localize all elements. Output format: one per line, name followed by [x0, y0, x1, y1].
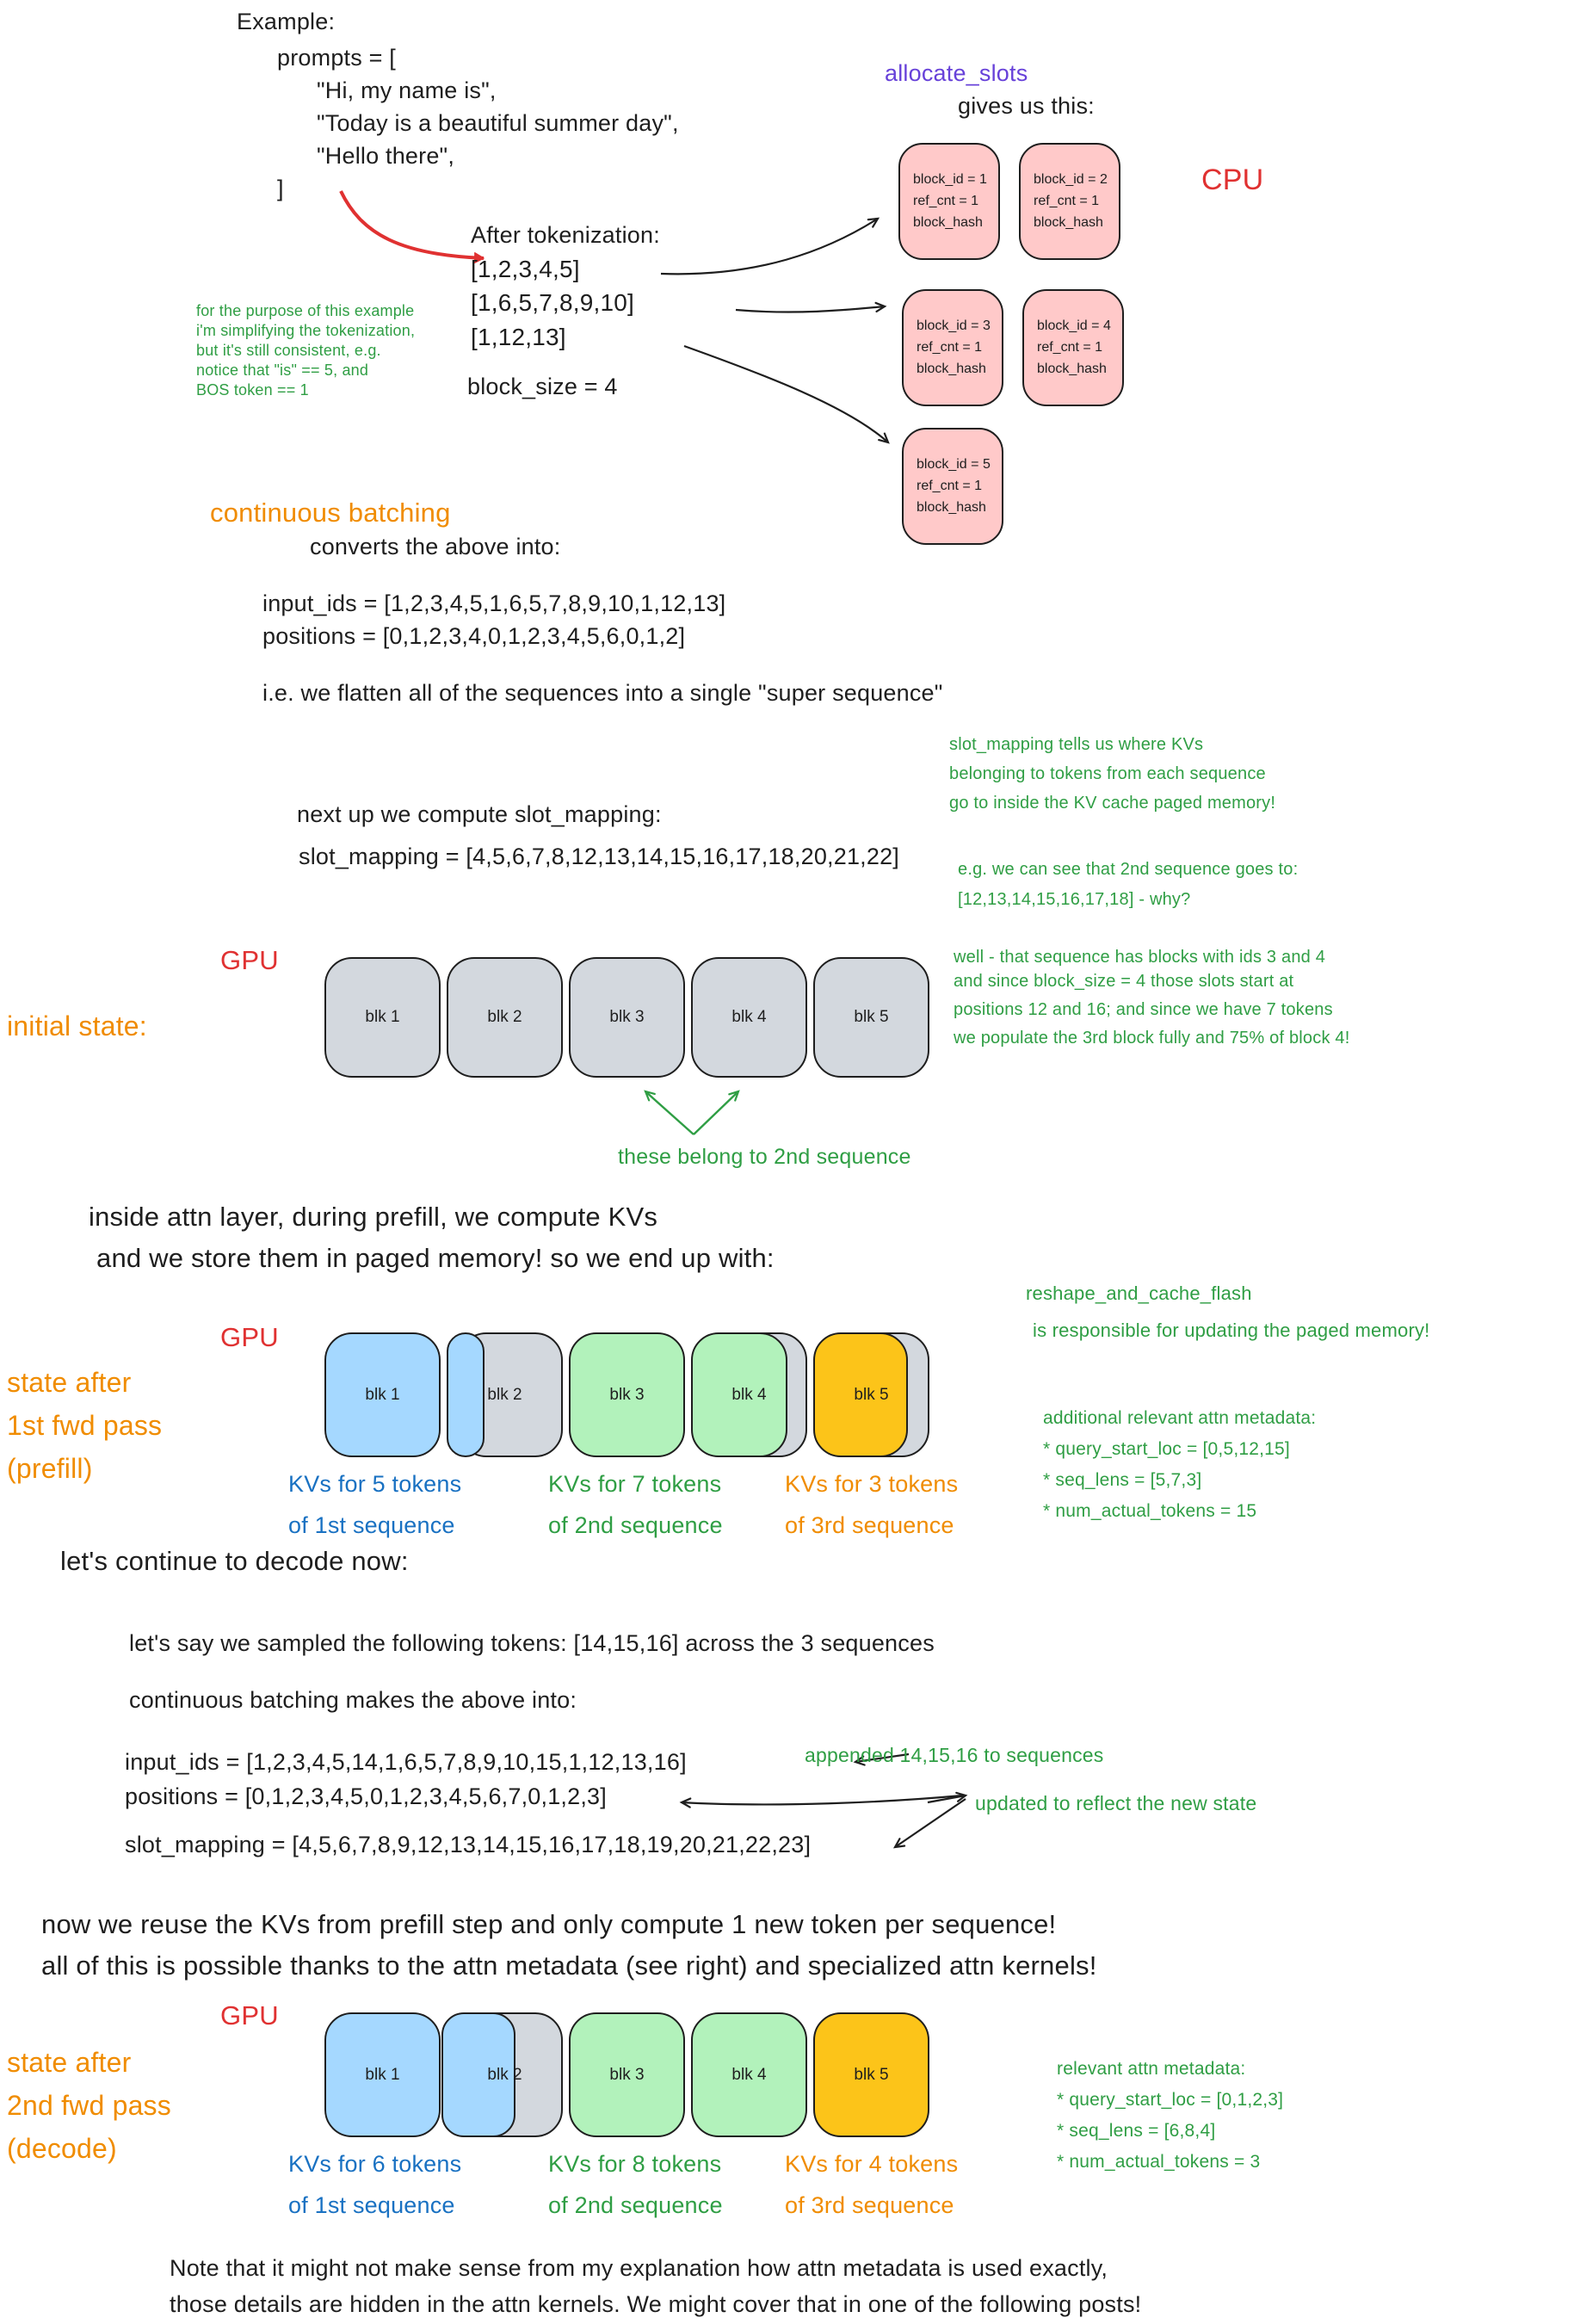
slot-mapping-value: slot_mapping = [4,5,6,7,8,12,13,14,15,16,17,18,20,21,22]: [299, 844, 899, 869]
gpu-block-decode-4: [691, 2012, 807, 2137]
gpu-block-label: blk 3: [609, 1385, 645, 1404]
prefill-intro-line-2: and we store them in paged memory! so we end up with:: [96, 1243, 775, 1273]
cpu-block-2: [1019, 143, 1120, 260]
decode-state-label-2: 2nd fwd pass: [7, 2090, 171, 2121]
gpu-block-decode-1: [324, 2012, 441, 2137]
tokenized-seq-3: [1,12,13]: [471, 324, 566, 350]
ref-cnt-text: ref_cnt = 1: [917, 340, 983, 355]
gpu-block-label: blk 1: [365, 1385, 400, 1404]
gpu-block-label: blk 3: [609, 1008, 645, 1026]
ref-cnt-text: ref_cnt = 1: [1037, 340, 1103, 355]
decode-caption-seq2-line1: KVs for 8 tokens: [548, 2151, 722, 2177]
updated-note: updated to reflect the new state: [975, 1792, 1257, 1814]
gpu-block-initial-4: [691, 957, 807, 1078]
seq2-to-cpu-blocks-arrow: [736, 306, 885, 312]
footnote-line-1: Note that it might not make sense from my explanation how attn metadata is used exactly,: [170, 2255, 1108, 2281]
ref-cnt-text: ref_cnt = 1: [917, 479, 983, 493]
gpu-block-initial-2: [447, 957, 563, 1078]
decode-title: let's continue to decode now:: [60, 1546, 409, 1576]
prefill-caption-seq1-line1: KVs for 5 tokens: [288, 1471, 462, 1497]
gpu-block-decode-5: [813, 2012, 929, 2137]
prefill-caption-seq3-line2: of 3rd sequence: [785, 1512, 954, 1538]
input-ids-decode: input_ids = [1,2,3,4,5,14,1,6,5,7,8,9,10,15,1,12,13,16]: [125, 1749, 687, 1775]
prefill-state-label-1: state after: [7, 1367, 132, 1398]
decode-metadata-title: relevant attn metadata:: [1057, 2059, 1246, 2079]
why-explain-1: well - that sequence has blocks with ids 3 and 4: [954, 948, 1326, 967]
gpu-block-decode-2: [447, 2012, 563, 2137]
block-hash-text: block_hash: [917, 362, 986, 376]
slot-mapping-example-1: e.g. we can see that 2nd sequence goes to:: [958, 860, 1299, 879]
reshape-cache-note-1: reshape_and_cache_flash: [1026, 1283, 1252, 1304]
seq3-to-cpu-block5-arrow: [684, 346, 888, 442]
tokenizer-note-line-5: BOS token == 1: [196, 381, 309, 399]
gpu-block-label: blk 4: [731, 1385, 767, 1404]
prefill-metadata-seq-lens: * seq_lens = [5,7,3]: [1043, 1470, 1202, 1490]
continuous-batching-title: continuous batching: [210, 498, 451, 528]
prompts-code-close: ]: [277, 176, 284, 201]
block-size-text: block_size = 4: [467, 374, 618, 399]
decode-caption-seq2-line2: of 2nd sequence: [548, 2192, 723, 2218]
slot-mapping-explain-2: belonging to tokens from each sequence: [949, 764, 1266, 783]
cpu-label: CPU: [1201, 164, 1264, 196]
updated-note-arrow: [682, 1796, 962, 1804]
prompts-code-line: prompts = [: [277, 45, 397, 71]
gpu-block-initial-5: [813, 957, 929, 1078]
positions-decode: positions = [0,1,2,3,4,5,0,1,2,3,4,5,6,7,0,1,2,3]: [125, 1783, 607, 1809]
gpu-block-prefill-1: [324, 1332, 441, 1457]
why-explain-2: and since block_size = 4 those slots start at: [954, 972, 1294, 991]
why-explain-3: positions 12 and 16; and since we have 7 tokens: [954, 1000, 1333, 1019]
slot-mapping-intro: next up we compute slot_mapping:: [297, 801, 662, 827]
gpu-label-initial: GPU: [220, 945, 279, 975]
prefill-intro-line-1: inside attn layer, during prefill, we compute KVs: [89, 1202, 658, 1232]
prefill-state-label-3: (prefill): [7, 1453, 93, 1484]
decode-state-label-1: state after: [7, 2047, 132, 2078]
gpu-block-label: blk 4: [731, 2065, 767, 2084]
second-sequence-note: these belong to 2nd sequence: [618, 1145, 911, 1169]
block-id-text: block_id = 3: [917, 318, 991, 333]
slot-mapping-update-arrow: [895, 1799, 966, 1847]
appended-note: appended 14,15,16 to sequences: [805, 1744, 1104, 1766]
reshape-cache-note-2: is responsible for updating the paged memory!: [1033, 1320, 1430, 1341]
allocate-slots-label: allocate_slots: [885, 60, 1028, 86]
decode-metadata-num-actual-tokens: * num_actual_tokens = 3: [1057, 2152, 1261, 2172]
second-sequence-arrow-right: [694, 1091, 738, 1134]
prompt-string-3: "Hello there",: [317, 143, 455, 169]
prefill-caption-seq1-line2: of 1st sequence: [288, 1512, 455, 1538]
cpu-block-3: [902, 289, 1003, 406]
tokenized-seq-1: [1,2,3,4,5]: [471, 256, 580, 282]
tokenizer-note-line-4: notice that "is" == 5, and: [196, 362, 369, 379]
seq1-to-cpu-blocks-arrow: [661, 219, 878, 274]
decode-batching-caption: continuous batching makes the above into:: [129, 1687, 577, 1713]
decode-caption-seq1-line1: KVs for 6 tokens: [288, 2151, 462, 2177]
prefill-caption-seq3-line1: KVs for 3 tokens: [785, 1471, 959, 1497]
sampled-tokens-text: let's say we sampled the following tokens: [14,15,16] across the 3 sequences: [129, 1630, 935, 1656]
block-hash-text: block_hash: [913, 215, 983, 230]
decode-caption-seq3-line1: KVs for 4 tokens: [785, 2151, 959, 2177]
gpu-block-label: blk 5: [854, 2065, 889, 2084]
gpu-block-label: blk 1: [365, 2065, 400, 2084]
initial-state-label: initial state:: [7, 1011, 147, 1041]
prefill-metadata-title: additional relevant attn metadata:: [1043, 1408, 1317, 1428]
decode-state-label-3: (decode): [7, 2133, 117, 2164]
converts-caption: converts the above into:: [310, 534, 561, 559]
gpu-block-label: blk 5: [854, 1008, 889, 1026]
decode-caption-seq1-line2: of 1st sequence: [288, 2192, 455, 2218]
block-id-text: block_id = 2: [1034, 172, 1108, 187]
after-tokenization-title: After tokenization:: [471, 222, 660, 248]
gpu-block-label: blk 1: [365, 1008, 400, 1026]
gives-us-this-caption: gives us this:: [958, 93, 1095, 119]
gpu-block-initial-1: [324, 957, 441, 1078]
positions-prefill: positions = [0,1,2,3,4,0,1,2,3,4,5,6,0,1,2]: [262, 623, 686, 649]
prompts-to-tokenization-arrow: [341, 191, 484, 258]
input-ids-prefill: input_ids = [1,2,3,4,5,1,6,5,7,8,9,10,1,12,13]: [262, 590, 726, 616]
gpu-block-label: blk 5: [854, 1385, 889, 1404]
decode-metadata-seq-lens: * seq_lens = [6,8,4]: [1057, 2121, 1216, 2141]
block-hash-text: block_hash: [917, 500, 986, 515]
ref-cnt-text: ref_cnt = 1: [1034, 194, 1100, 208]
footnote-line-2: those details are hidden in the attn kernels. We might cover that in one of the following posts!: [170, 2291, 1142, 2317]
why-explain-4: we populate the 3rd block fully and 75% of block 4!: [954, 1029, 1350, 1048]
block-hash-text: block_hash: [1034, 215, 1103, 230]
tokenizer-note-line-2: i'm simplifying the tokenization,: [196, 322, 416, 339]
block-id-text: block_id = 1: [913, 172, 987, 187]
gpu-block-prefill-5: [813, 1332, 929, 1457]
slot-mapping-decode: slot_mapping = [4,5,6,7,8,9,12,13,14,15,16,17,18,19,20,21,22,23]: [125, 1832, 812, 1857]
cpu-block-4: [1022, 289, 1124, 406]
second-sequence-arrow-left: [645, 1091, 694, 1134]
gpu-label-prefill: GPU: [220, 1322, 279, 1352]
gpu-label-decode: GPU: [220, 2000, 279, 2030]
decode-metadata-query-start-loc: * query_start_loc = [0,1,2,3]: [1057, 2090, 1284, 2110]
prompt-string-1: "Hi, my name is",: [317, 77, 497, 103]
block-id-text: block_id = 5: [917, 457, 991, 472]
prefill-metadata-query-start-loc: * query_start_loc = [0,5,12,15]: [1043, 1439, 1290, 1459]
decode-caption-seq3-line2: of 3rd sequence: [785, 2192, 954, 2218]
gpu-block-label: blk 3: [609, 2065, 645, 2084]
flatten-note: i.e. we flatten all of the sequences into a single "super sequence": [262, 680, 943, 706]
prefill-metadata-num-actual-tokens: * num_actual_tokens = 15: [1043, 1501, 1257, 1521]
prompt-string-2: "Today is a beautiful summer day",: [317, 110, 679, 136]
tokenizer-note-line-1: for the purpose of this example: [196, 302, 415, 319]
ref-cnt-text: ref_cnt = 1: [913, 194, 979, 208]
gpu-block-label: blk 2: [487, 1385, 522, 1404]
tokenizer-note-line-3: but it's still consistent, e.g.: [196, 342, 381, 359]
gpu-block-prefill-2: [447, 1332, 563, 1457]
gpu-block-decode-3: [569, 2012, 685, 2137]
prefill-caption-seq2-line1: KVs for 7 tokens: [548, 1471, 722, 1497]
gpu-block-prefill-3: [569, 1332, 685, 1457]
prefill-state-label-2: 1st fwd pass: [7, 1410, 163, 1441]
block-hash-text: block_hash: [1037, 362, 1107, 376]
reuse-kv-line-1: now we reuse the KVs from prefill step and only compute 1 new token per sequence!: [41, 1909, 1057, 1939]
slot-mapping-explain-3: go to inside the KV cache paged memory!: [949, 794, 1276, 813]
gpu-block-label: blk 2: [487, 1008, 522, 1026]
tokenized-seq-2: [1,6,5,7,8,9,10]: [471, 289, 635, 316]
prefill-caption-seq2-line2: of 2nd sequence: [548, 1512, 723, 1538]
gpu-block-label: blk 4: [731, 1008, 767, 1026]
updated-note-arrowhead-right: [928, 1796, 966, 1802]
block-id-text: block_id = 4: [1037, 318, 1111, 333]
slot-mapping-explain-1: slot_mapping tells us where KVs: [949, 735, 1204, 754]
gpu-block-initial-3: [569, 957, 685, 1078]
gpu-block-prefill-4: [691, 1332, 807, 1457]
example-title: Example:: [237, 9, 336, 34]
reuse-kv-line-2: all of this is possible thanks to the attn metadata (see right) and specialized attn kernels!: [41, 1950, 1097, 1981]
cpu-block-5: [902, 428, 1003, 545]
cpu-block-1: [898, 143, 1000, 260]
gpu-block-label: blk 2: [487, 2065, 522, 2084]
slot-mapping-example-2: [12,13,14,15,16,17,18] - why?: [958, 890, 1191, 909]
